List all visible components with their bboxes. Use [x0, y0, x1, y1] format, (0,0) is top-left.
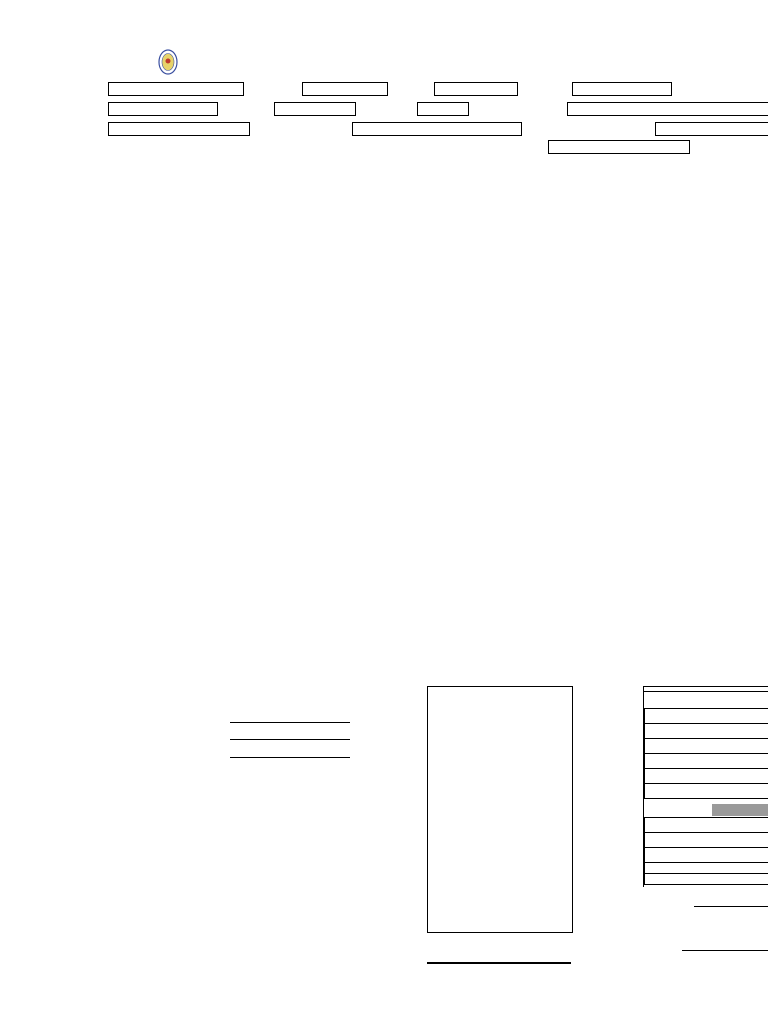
conversion-tool-button[interactable]: [548, 140, 690, 154]
semester-field[interactable]: [108, 102, 218, 116]
summary-month: [644, 687, 768, 692]
grade-level-field[interactable]: [417, 102, 469, 116]
school-year-field[interactable]: [274, 102, 356, 116]
summary-box: [643, 686, 768, 887]
formula-c-num: [230, 757, 350, 758]
stat-shifted-in: [645, 874, 768, 885]
stat-avg-attendance: [645, 754, 768, 769]
stat-transferred-in: [645, 848, 768, 863]
stat-shifted-out: [645, 863, 768, 874]
track-field[interactable]: [567, 102, 768, 116]
generated-footer: [427, 962, 571, 966]
codes-box: [427, 686, 573, 933]
school-id-field[interactable]: [302, 82, 388, 96]
principal-name: [682, 950, 768, 951]
adviser-name: [694, 906, 768, 907]
movement-table: [644, 817, 768, 885]
formula-b-num: [230, 739, 350, 740]
summary-stats-table: [644, 708, 768, 799]
stat-nlpa: [645, 818, 768, 833]
stat-absent-5: [645, 784, 768, 799]
formula-a-num: [230, 722, 350, 723]
deped-seal-icon: [158, 49, 178, 75]
stat-pct-attendance: [645, 769, 768, 784]
school-name-field[interactable]: [108, 82, 244, 96]
summary-gray-bar: [712, 804, 768, 816]
summary-enrolment-label: [644, 702, 768, 706]
stat-transferred-out: [645, 833, 768, 848]
course-field[interactable]: [352, 122, 522, 136]
division-field[interactable]: [572, 82, 672, 96]
month-field[interactable]: [655, 122, 768, 136]
district-field[interactable]: [434, 82, 518, 96]
section-field[interactable]: [108, 122, 250, 136]
